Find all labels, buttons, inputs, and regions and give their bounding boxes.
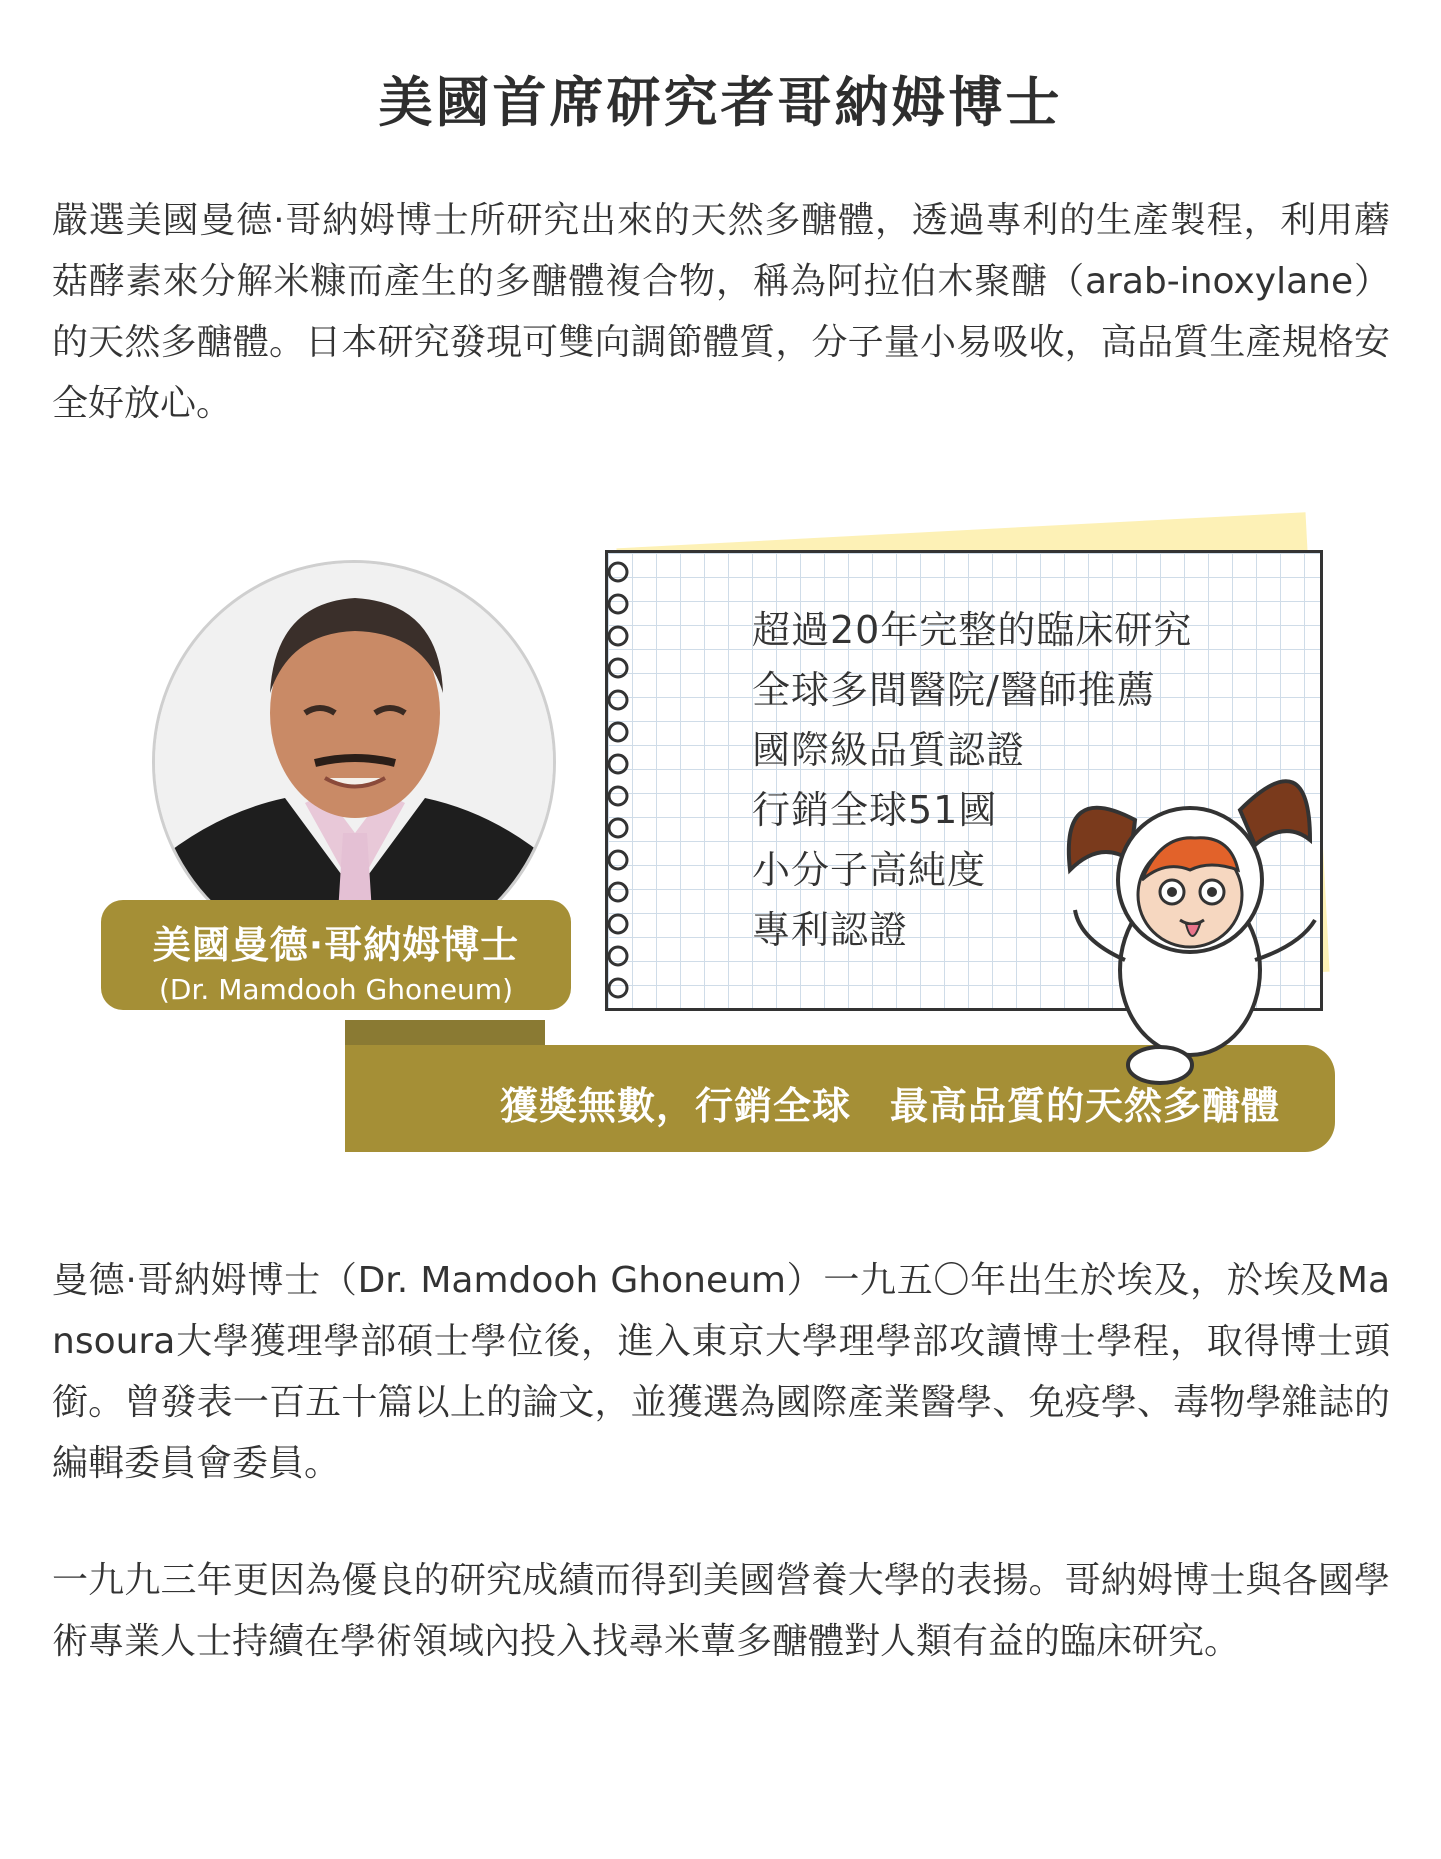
bio-paragraph-1: 曼德·哥納姆博士（Dr. Mamdooh Ghoneum）一九五〇年出生於埃及，於埃及Mansoura大學獲理學部碩士學位後，進入東京大學理學部攻讀博士學程，取得博士頭銜。曾發表一百五十篇以上的論文，並獲選為國際產業醫學、免疫學、毒物學雜誌的編輯委員會委員。 [52, 1260, 1390, 1484]
notebook-rings-icon [590, 560, 634, 1000]
intro-paragraph: 嚴選美國曼德·哥納姆博士所研究出來的天然多醣體，透過專利的生產製程，利用蘑菇酵素來分解米糠而產生的多醣體複合物，稱為阿拉伯木聚醣（arab-inoxylane）的天然多醣體。日本研究發現可雙向調節體質，分子量小易吸收，高品質生產規格安全好放心。 [52, 200, 1390, 424]
doctor-name-badge [101, 900, 571, 1010]
list-item: 超過20年完整的臨床研究 [752, 608, 1193, 652]
list-item: 全球多間醫院/醫師推薦 [752, 668, 1156, 712]
feature-section [0, 520, 1441, 1160]
list-item: 小分子高純度 [752, 848, 987, 892]
doctor-name-cn: 美國曼德·哥納姆博士 [152, 923, 520, 967]
ribbon-text: 獲獎無數，行銷全球 最高品質的天然多醣體 [500, 1084, 1281, 1128]
page-title: 美國首席研究者哥納姆博士 [378, 71, 1063, 134]
doctor-name-en: (Dr. Mamdooh Ghoneum) [159, 973, 513, 1006]
bio-paragraph-2: 一九九三年更因為優良的研究成績而得到美國營養大學的表揚。哥納姆博士與各國學術專業人士持續在學術領域內投入找尋米蕈多醣體對人類有益的臨床研究。 [52, 1560, 1390, 1662]
list-item: 專利認證 [752, 908, 909, 952]
list-item: 行銷全球51國 [752, 788, 998, 832]
dog-mascot-icon [1040, 720, 1340, 1100]
list-item: 國際級品質認證 [752, 728, 1026, 772]
